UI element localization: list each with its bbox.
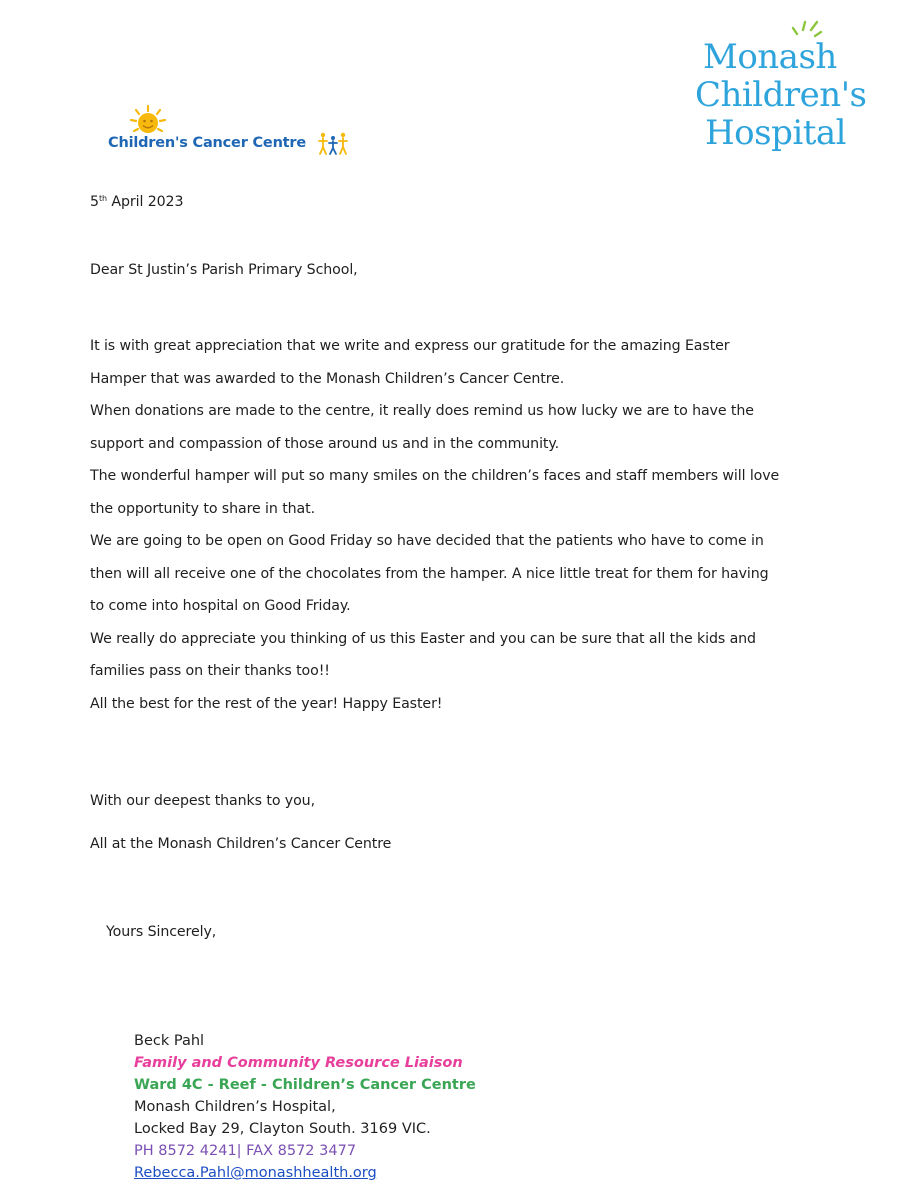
ccc-logo-text: Children's Cancer Centre <box>108 135 307 151</box>
letter-greeting: Dear St Justin’s Parish Primary School, <box>90 262 358 278</box>
body-line: Hamper that was awarded to the Monash Children’s Cancer Centre. <box>90 370 565 387</box>
mch-logo-line3: Hospital <box>705 113 847 153</box>
date-suffix: th <box>98 194 107 203</box>
signature-hospital: Monash Children’s Hospital, <box>134 1099 336 1115</box>
signature-ward: Ward 4C - Reef - Children’s Cancer Centre <box>134 1077 476 1093</box>
body-line: The wonderful hamper will put so many smiles on the children’s faces and staff members will love <box>90 468 780 484</box>
sign-off: Yours Sincerely, <box>106 924 217 940</box>
body-line: We really do appreciate you thinking of us this Easter and you can be sure that all the kids and <box>90 630 756 647</box>
body-line: to come into hospital on Good Friday. <box>90 598 351 614</box>
body-line: When donations are made to the centre, it really does remind us how lucky we are to have the <box>90 403 754 419</box>
body-line: then will all receive one of the chocolates from the hamper. A nice little treat for them for having <box>90 565 769 582</box>
body-line: the opportunity to share in that. <box>90 500 316 517</box>
closing-line-1: With our deepest thanks to you, <box>90 793 315 809</box>
letter-body <box>90 330 779 720</box>
monash-childrens-hospital-logo <box>695 18 895 158</box>
body-line: support and compassion of those around us and in the community. <box>90 435 560 452</box>
closing-line-2: All at the Monash Children’s Cancer Centre <box>90 836 392 852</box>
body-line: All the best for the rest of the year! Happy Easter! <box>90 695 443 712</box>
mch-logo-line2: Children's <box>695 75 867 115</box>
body-line: It is with great appreciation that we write and express our gratitude for the amazing Easter <box>90 338 730 354</box>
body-line: families pass on their thanks too!! <box>90 663 330 679</box>
signature-name: Beck Pahl <box>134 1033 205 1049</box>
children-figures-icon <box>318 130 348 163</box>
date-day: 5 <box>90 194 99 210</box>
letter-date <box>90 194 183 210</box>
signature-address: Locked Bay 29, Clayton South. 3169 VIC. <box>134 1121 431 1137</box>
signature-email-link[interactable]: Rebecca.Pahl@monashhealth.org <box>134 1165 377 1181</box>
mch-logo-line1: Monash <box>703 37 837 77</box>
date-rest: April 2023 <box>106 194 184 210</box>
signature-block <box>134 1030 476 1184</box>
signature-phone: PH 8572 4241| FAX 8572 3477 <box>134 1143 357 1159</box>
signature-role: Family and Community Resource Liaison <box>134 1055 463 1071</box>
body-line: We are going to be open on Good Friday so have decided that the patients who have to come in <box>90 533 764 549</box>
